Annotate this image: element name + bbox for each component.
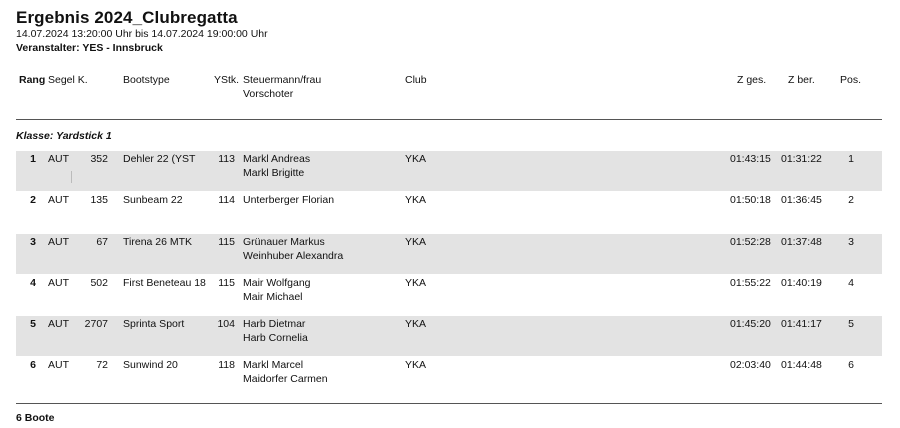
header-zges: Z ges. [737, 74, 767, 86]
header-steuermann [243, 73, 321, 101]
cell-zber: 01:31:22 [781, 153, 822, 165]
cell-helm: Markl Marcel [243, 359, 304, 371]
cell-crew: Markl Brigitte [243, 167, 305, 179]
cell-ystk: 115 [218, 236, 235, 248]
cell-club: YKA [405, 318, 427, 330]
cell-nation: AUT [48, 236, 69, 248]
table-row [16, 316, 882, 356]
cell-club: YKA [405, 236, 427, 248]
cell-zges: 01:43:15 [730, 153, 771, 165]
cell-crew: Mair Michael [243, 291, 303, 303]
header-divider [16, 119, 882, 120]
cell-zber: 01:44:48 [781, 359, 822, 371]
header-club: Club [405, 74, 427, 86]
table-row [16, 357, 882, 397]
date-range: 14.07.2024 13:20:00 Uhr bis 14.07.2024 19:00:00 Uhr [16, 28, 268, 40]
header-segel: Segel K. [48, 74, 88, 86]
cell-helm: Unterberger Florian [243, 194, 335, 206]
cell-nation: AUT [48, 277, 69, 289]
table-row [16, 192, 882, 232]
cell-ystk: 118 [218, 359, 235, 371]
cell-separator-mark [71, 171, 72, 183]
cell-rang: 4 [30, 277, 36, 289]
organizer: Veranstalter: YES - Innsbruck [16, 42, 163, 54]
cell-rang: 1 [30, 153, 36, 165]
footer-divider [16, 403, 882, 404]
cell-club: YKA [405, 194, 427, 206]
cell-zges: 01:50:18 [730, 194, 771, 206]
cell-nr: 352 [90, 153, 108, 165]
cell-helm: Harb Dietmar [243, 318, 306, 330]
cell-rang: 6 [30, 359, 36, 371]
cell-zber: 01:37:48 [781, 236, 822, 248]
cell-ystk: 104 [217, 318, 235, 330]
header-bootstype: Bootstype [123, 74, 170, 86]
cell-zber: 01:36:45 [781, 194, 822, 206]
cell-helm: Markl Andreas [243, 153, 311, 165]
header-steuermann-label: Steuermann/frau [243, 74, 322, 86]
cell-boot: First Beneteau 18 [123, 277, 206, 289]
cell-nr: 2707 [84, 318, 108, 330]
table-row [16, 275, 882, 315]
cell-ystk: 113 [218, 153, 235, 165]
cell-crew-names [243, 152, 310, 180]
cell-club: YKA [405, 359, 427, 371]
header-pos: Pos. [840, 74, 862, 86]
cell-nr: 135 [90, 194, 108, 206]
cell-crew-names [243, 317, 308, 345]
table-row [16, 151, 882, 191]
cell-pos: 3 [848, 236, 854, 248]
table-row [16, 234, 882, 274]
class-heading: Klasse: Yardstick 1 [16, 130, 112, 142]
header-zber: Z ber. [788, 74, 815, 86]
cell-helm: Mair Wolfgang [243, 277, 311, 289]
cell-zges: 01:45:20 [730, 318, 771, 330]
cell-rang: 2 [30, 194, 36, 206]
cell-nation: AUT [48, 153, 69, 165]
cell-crew-names [243, 358, 328, 386]
cell-crew-names [243, 193, 334, 207]
cell-nr: 72 [96, 359, 108, 371]
cell-helm: Grünauer Markus [243, 236, 325, 248]
cell-crew-names [243, 276, 311, 304]
cell-rang: 5 [30, 318, 36, 330]
header-ystk: YStk. [214, 74, 240, 86]
cell-boot: Dehler 22 (YST [123, 153, 196, 165]
cell-boot: Tirena 26 MTK [123, 236, 193, 248]
header-rang: Rang [19, 74, 46, 86]
cell-ystk: 115 [218, 277, 235, 289]
cell-zges: 01:55:22 [730, 277, 771, 289]
cell-crew: Weinhuber Alexandra [243, 250, 344, 262]
cell-crew-names [243, 235, 343, 263]
cell-pos: 5 [848, 318, 854, 330]
cell-pos: 4 [848, 277, 854, 289]
cell-zges: 01:52:28 [730, 236, 771, 248]
cell-boot: Sunbeam 22 [123, 194, 183, 206]
cell-rang: 3 [30, 236, 36, 248]
cell-boot: Sprinta Sport [123, 318, 185, 330]
cell-nation: AUT [48, 194, 69, 206]
cell-nation: AUT [48, 318, 69, 330]
cell-nr: 67 [96, 236, 108, 248]
cell-zber: 01:41:17 [781, 318, 822, 330]
cell-nr: 502 [90, 277, 108, 289]
cell-crew: Maidorfer Carmen [243, 373, 328, 385]
cell-club: YKA [405, 153, 427, 165]
cell-pos: 6 [848, 359, 854, 371]
cell-boot: Sunwind 20 [123, 359, 178, 371]
cell-ystk: 114 [218, 194, 235, 206]
cell-pos: 1 [848, 153, 854, 165]
cell-nation: AUT [48, 359, 69, 371]
cell-pos: 2 [848, 194, 854, 206]
header-vorschoter-label: Vorschoter [243, 88, 294, 100]
page-title: Ergebnis 2024_Clubregatta [16, 8, 238, 27]
cell-club: YKA [405, 277, 427, 289]
cell-crew: Harb Cornelia [243, 332, 308, 344]
boat-count: 6 Boote [16, 412, 55, 424]
cell-zber: 01:40:19 [781, 277, 822, 289]
cell-zges: 02:03:40 [730, 359, 771, 371]
